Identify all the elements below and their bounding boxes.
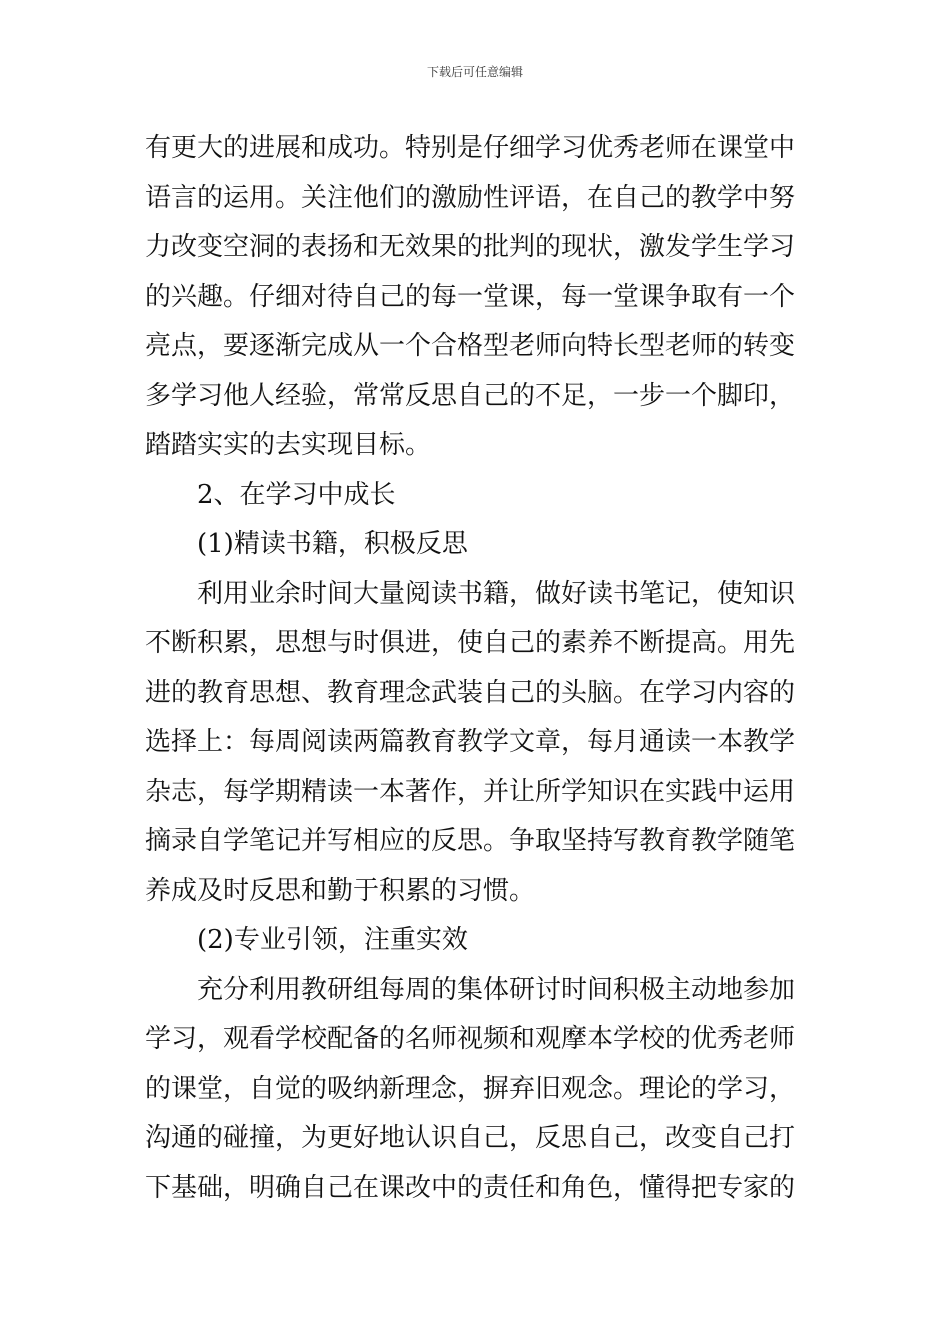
text-line: 多学习他人经验，常常反思自己的不足，一步一个脚印， (145, 380, 796, 411)
text-line: 选择上：每周阅读两篇教育教学文章，每月通读一本教学 (145, 727, 796, 757)
text-line: 语言的运用。关注他们的激励性评语，在自己的教学中努 (145, 182, 796, 213)
text-line: 摘录自学笔记并写相应的反思。争取坚持写教育教学随笔 (145, 826, 796, 856)
text-line: 的兴趣。仔细对待自己的每一堂课，每一堂课争取有一个 (145, 281, 796, 312)
text-line: 利用业余时间大量阅读书籍，做好读书笔记，使知识 (197, 578, 796, 609)
text-line: 亮点，要逐渐完成从一个合格型老师向特长型老师的转变 (145, 331, 796, 361)
text-line: 养成及时反思和勤于积累的习惯。 (145, 875, 536, 906)
text-line: 的课堂，自觉的吸纳新理念，摒弃旧观念。理论的学习， (145, 1073, 796, 1104)
text-line: 力改变空洞的表扬和无效果的批判的现状，激发学生学习 (145, 232, 796, 262)
subsection-heading: (2)专业引领，注重实效 (197, 925, 468, 955)
text-line: 学习，观看学校配备的名师视频和观摩本学校的优秀老师 (145, 1024, 796, 1054)
text-line: 进的教育思想、教育理念武装自己的头脑。在学习内容的 (145, 677, 796, 708)
text-line: 有更大的进展和成功。特别是仔细学习优秀老师在课堂中 (145, 133, 796, 163)
text-line: 下基础，明确自己在课改中的责任和角色，懂得把专家的 (145, 1172, 796, 1203)
document-body (145, 124, 810, 1213)
text-line: 杂志，每学期精读一本著作，并让所学知识在实践中运用 (145, 776, 796, 807)
subsection-heading: (1)精读书籍，积极反思 (197, 529, 468, 559)
section-heading: 2、在学习中成长 (197, 479, 396, 510)
text-line: 充分利用教研组每周的集体研讨时间积极主动地参加 (197, 974, 796, 1005)
text-line: 沟通的碰撞，为更好地认识自己，反思自己，改变自己打 (145, 1123, 796, 1153)
text-line: 踏踏实实的去实现目标。 (145, 430, 432, 460)
text-line: 不断积累，思想与时俱进，使自己的素养不断提高。用先 (145, 628, 796, 658)
page-header: 下载后可任意编辑 (426, 65, 523, 79)
